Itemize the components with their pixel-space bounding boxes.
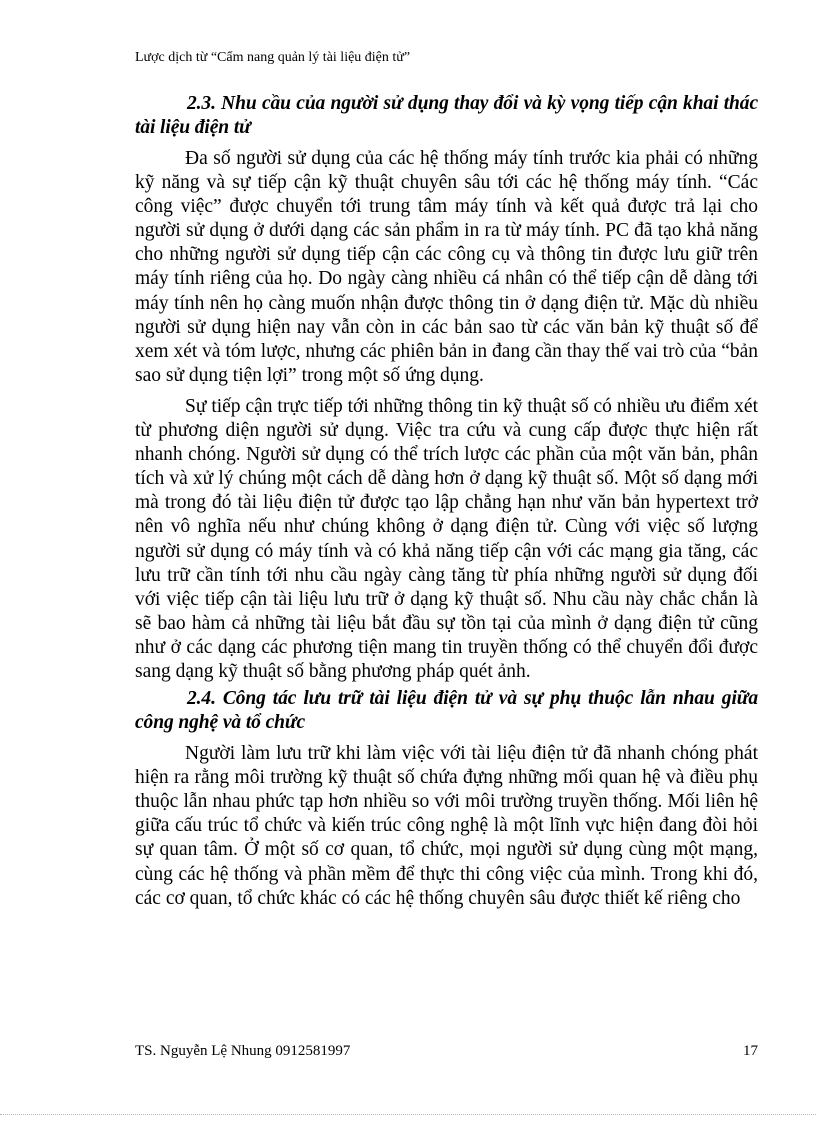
paragraph: Đa số người sử dụng của các hệ thống máy tính trước kia phải có những kỹ năng và sự tiếp cận kỹ thuật chuyên sâu tới các hệ thống máy tính. “Các công việc” được chuyển tới trung tâm máy tính và kết quả được trả lại cho người sử dụng ở dưới dạng các sản phẩm in ra từ máy tính. PC đã tạo khả năng cho những người sử dụng tiếp cận các công cụ và thông tin được lưu giữ trên máy tính riêng của họ. Do ngày càng nhiều cá nhân có thể tiếp cận dễ dàng tới máy tính nên họ càng muốn nhận được thông tin ở dạng điện tử. Mặc dù nhiều người sử dụng hiện nay vẫn còn in các bản sao từ các văn bản kỹ thuật số để xem xét và tóm lược, nhưng các phiên bản in đang cần thay thế vai trò của “bản sao sử dụng tiện lợi” trong một số ứng dụng. [135,148,758,386]
paragraph: Sự tiếp cận trực tiếp tới những thông tin kỹ thuật số có nhiều ưu điểm xét từ phương diện người sử dụng. Việc tra cứu và cung cấp được thực hiện rất nhanh chóng. Người sử dụng có thể trích lược các phần của một văn bản, phân tích và xử lý chúng một cách dễ dàng hơn ở dạng kỹ thuật số. Một số dạng mới mà trong đó tài liệu điện tử được tạo lập chẳng hạn như văn bản hypertext trở nên vô nghĩa nếu như chúng không ở dạng điện tử. Cùng với việc số lượng người sử dụng có máy tính và có khả năng tiếp cận với các mạng gia tăng, các lưu trữ cần tính tới nhu cầu ngày càng tăng từ phía những người sử dụng đối với việc tiếp cận tài liệu lưu trữ ở dạng kỹ thuật số. Nhu cầu này chắc chắn là sẽ bao hàm cả những tài liệu bắt đầu sự tồn tại của mình ở dạng điện tử cũng như ở các dạng các phương tiện mang tin truyền thống có thể chuyển đổi được sang dạng kỹ thuật số bằng phương pháp quét ảnh. [135,395,758,682]
document-body [135,92,758,911]
paragraph: Người làm lưu trữ khi làm việc với tài liệu điện tử đã nhanh chóng phát hiện ra rằng môi trường kỹ thuật số chứa đựng những mối quan hệ và điều phụ thuộc lẫn nhau phức tạp hơn nhiều so với môi trường truyền thống. Mối liên hệ giữa cấu trúc tổ chức và kiến trúc công nghệ là một lĩnh vực hiện đang đòi hỏi sự quan tâm. Ở một số cơ quan, tổ chức, mọi người sử dụng cùng một mạng, cùng các hệ thống và phần mềm để thực thi công việc của mình. Trong khi đó, các cơ quan, tổ chức khác có các hệ thống chuyên sâu được thiết kế riêng cho [135,743,758,909]
footer-author: TS. Nguyễn Lệ Nhung 0912581997 [135,1043,351,1059]
section-heading-2-4: 2.4. Công tác lưu trữ tài liệu điện tử và sự phụ thuộc lẫn nhau giữa công nghệ và tổ chức [135,688,758,734]
running-header: Lược dịch từ “Cẩm nang quản lý tài liệu điện tử” [135,50,411,65]
page-number: 17 [743,1043,758,1059]
page-bottom-divider [0,1114,816,1115]
section-heading-2-3: 2.3. Nhu cầu của người sử dụng thay đổi và kỳ vọng tiếp cận khai thác tài liệu điện tử [135,93,758,138]
